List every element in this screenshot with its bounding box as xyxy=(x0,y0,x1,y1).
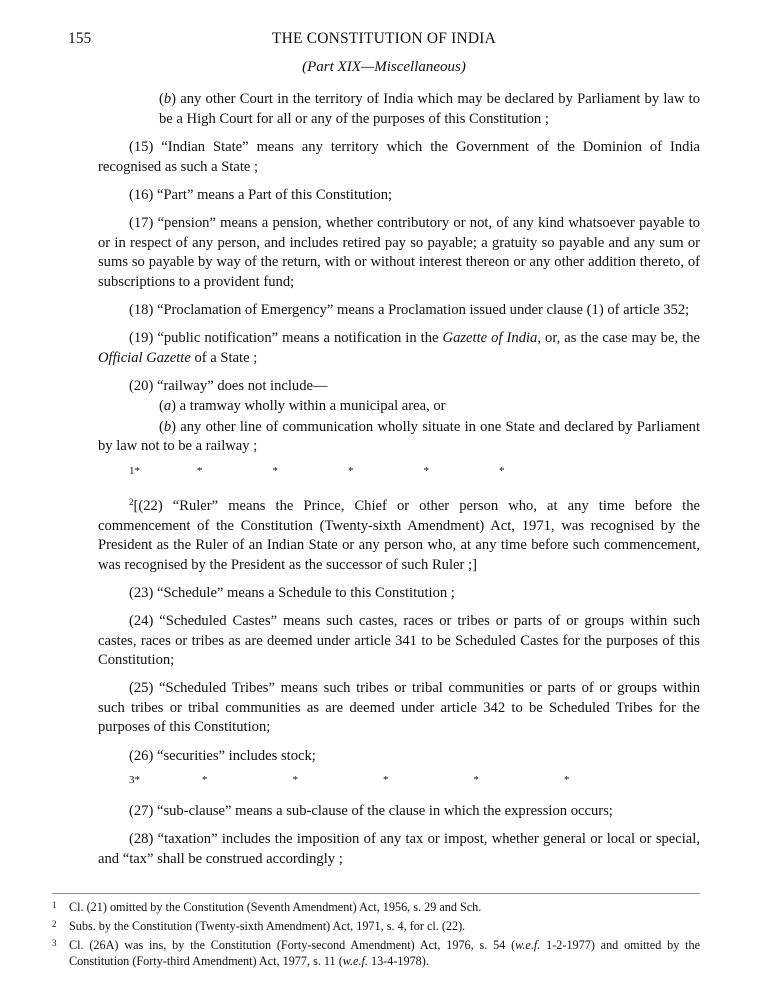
clause-14b-text: ) any other Court in the territory of India which may be declared by Parliament by law to be a High Court for all or any of the purposes of this Constitution ; xyxy=(159,91,700,127)
clause-20b xyxy=(98,418,700,457)
clause-23: (23) “Schedule” means a Schedule to this Constitution ; xyxy=(129,584,455,601)
clause-19-part-a: (19) “public notification” means a notification in the xyxy=(129,329,443,346)
clause-14b xyxy=(98,90,700,129)
clause-22-text: [(22) “Ruler” means the Prince, Chief or other person who, at any time before the commencement of the Constitution (Twenty-sixth Amendment) Act, 1971, was recognised by the President as the Ruler of an Indian State or any person who, at any time before such commencement, was recognised by the President as the successor of such Ruler ;] xyxy=(98,498,700,573)
footnote-divider xyxy=(52,893,700,894)
clause-26: (26) “securities” includes stock; xyxy=(129,747,316,764)
footnote-marker: 2 xyxy=(52,919,57,929)
omission-star: 3* xyxy=(129,774,140,787)
footnote-1 xyxy=(52,899,700,915)
clause-20: (20) “railway” does not include— xyxy=(129,377,328,394)
clause-19-official-gazette: Official Gazette xyxy=(98,349,191,366)
clause-20b-label: b xyxy=(163,418,172,435)
clause-19-part-c: of a State ; xyxy=(190,349,258,366)
clause-20b-text: ) any other line of communication wholly situate in one State and declared by Parliament by law not to be a railway ; xyxy=(98,418,700,455)
clause-14b-label: b xyxy=(163,91,172,107)
running-title: THE CONSTITUTION OF INDIA xyxy=(271,30,497,47)
clause-24: (24) “Scheduled Castes” means such castes, races or tribes or parts of or groups within such castes, races or tribes as are deemed under article 341 to be Scheduled Castes for the purposes of this Constitution; xyxy=(98,612,700,669)
omission-star: * xyxy=(383,774,389,787)
omission-star: * xyxy=(348,465,354,477)
clause-18: (18) “Proclamation of Emergency” means a Proclamation issued under clause (1) of article 352; xyxy=(129,301,690,318)
clause-17: (17) “pension” means a pension, whether contributory or not, of any kind whatsoever payable to or in respect of any person, and includes retired pay so payable; a gratuity so payable and any sum or sums so payable by way of the return, with or without interest thereon or any other addition thereto, of subscriptions to a provident fund; xyxy=(98,214,700,290)
clause-14b-open: ( xyxy=(159,91,164,107)
omission-stars-1 xyxy=(98,461,700,481)
footnote-text: Subs. by the Constitution (Twenty-sixth Amendment) Act, 1971, s. 4, for cl. (22). xyxy=(69,919,466,933)
clause-20a-label: a xyxy=(163,398,172,415)
omission-star: * xyxy=(272,465,278,477)
clause-20b-open: ( xyxy=(159,418,164,435)
footnote-text: Cl. (21) omitted by the Constitution (Seventh Amendment) Act, 1956, s. 29 and Sch. xyxy=(69,900,482,914)
footnote-3-part-c: 13-4-1978). xyxy=(367,954,429,968)
page-number: 155 xyxy=(68,30,92,47)
clause-19-gazette-of-india: Gazette of India xyxy=(442,329,538,346)
footnote-ref-2: 2 xyxy=(129,497,134,507)
omission-star: * xyxy=(202,774,208,787)
footnote-marker: 3 xyxy=(52,938,57,948)
omission-stars-2 xyxy=(98,770,700,790)
part-title: (Part XIX—Miscellaneous) xyxy=(302,59,466,75)
footnote-3 xyxy=(52,937,700,969)
omission-star: * xyxy=(292,774,298,787)
footnotes xyxy=(52,899,700,972)
footnote-3-part-b: 1-2-1977) and omitted by the Constitution (Forty-third Amendment) Act, 1977, s. 11 ( xyxy=(69,938,701,968)
footnote-2 xyxy=(52,918,700,934)
footnote-marker: 1 xyxy=(52,900,57,910)
footnote-3-wef-1: w.e.f. xyxy=(515,938,541,952)
clause-28: (28) “taxation” includes the imposition of any tax or impost, whether general or local or special, and “tax” shall be construed accordingly ; xyxy=(98,831,700,867)
omission-star: 1* xyxy=(129,465,140,477)
omission-star: * xyxy=(473,774,479,787)
clause-20a xyxy=(98,397,700,417)
omission-star: * xyxy=(197,465,203,477)
body-text xyxy=(98,90,700,878)
omission-star: * xyxy=(499,465,505,477)
footnote-3-part-a: Cl. (26A) was ins, by the Constitution (Forty-second Amendment) Act, 1976, s. 54 ( xyxy=(69,938,516,952)
clause-16: (16) “Part” means a Part of this Constitution; xyxy=(129,186,393,203)
clause-19 xyxy=(98,329,700,368)
footnote-text xyxy=(69,937,700,969)
clause-19-part-b: , or, as the case may be, the xyxy=(537,329,700,346)
omission-star: * xyxy=(423,465,429,477)
clause-20a-text: ) a tramway wholly within a municipal area, or xyxy=(171,398,446,415)
footnote-3-wef-2: w.e.f. xyxy=(342,954,368,968)
clause-20a-open: ( xyxy=(159,398,164,415)
clause-22 xyxy=(98,493,700,575)
clause-15: (15) “Indian State” means any territory which the Government of the Dominion of India recognised as such a State ; xyxy=(98,139,700,175)
clause-25: (25) “Scheduled Tribes” means such tribes or tribal communities or parts of or groups within such tribes or tribal communities as are deemed under article 342 to be Scheduled Tribes for the purposes of this Constitution; xyxy=(98,680,700,736)
clause-27: (27) “sub-clause” means a sub-clause of the clause in which the expression occurs; xyxy=(129,803,613,820)
omission-star: * xyxy=(564,774,570,787)
